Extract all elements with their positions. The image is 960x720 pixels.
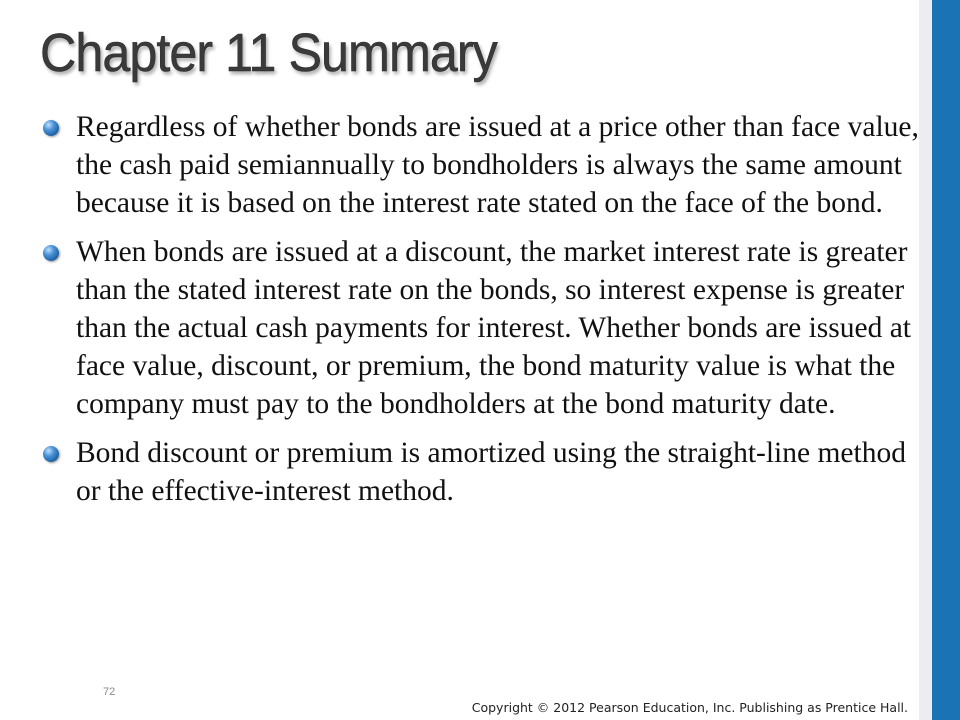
bullet-item [40, 434, 920, 510]
bullet-text: Regardless of whether bonds are issued at a price other than face value, the cash paid semiannually to bondholders is always the same amount because it is based on the interest rate stated on the face of the bond. [76, 111, 919, 219]
bullet-item [40, 233, 920, 423]
blue-orb-bullet-icon [43, 446, 59, 462]
copyright-notice: Copyright © 2012 Pearson Education, Inc. Publishing as Prentice Hall. [471, 700, 908, 715]
bullet-text: When bonds are issued at a discount, the market interest rate is greater than the stated interest rate on the bonds, so interest expense is greater than the actual cash payments for interest. Whether bonds are issued at face value, discount, or premium, the bond maturity value is what the company must pay to the bondholders at the bond maturity date. [76, 236, 912, 420]
blue-orb-bullet-icon [43, 245, 59, 261]
page-number: 72 [103, 686, 116, 698]
bullet-item [40, 108, 920, 222]
bullet-list [40, 108, 920, 521]
blue-orb-bullet-icon [43, 120, 59, 136]
bullet-text: Bond discount or premium is amortized using the straight-line method or the effective-interest method. [76, 437, 906, 507]
slide-title: Chapter 11 Summary [40, 23, 497, 83]
right-accent-bar [932, 0, 960, 720]
